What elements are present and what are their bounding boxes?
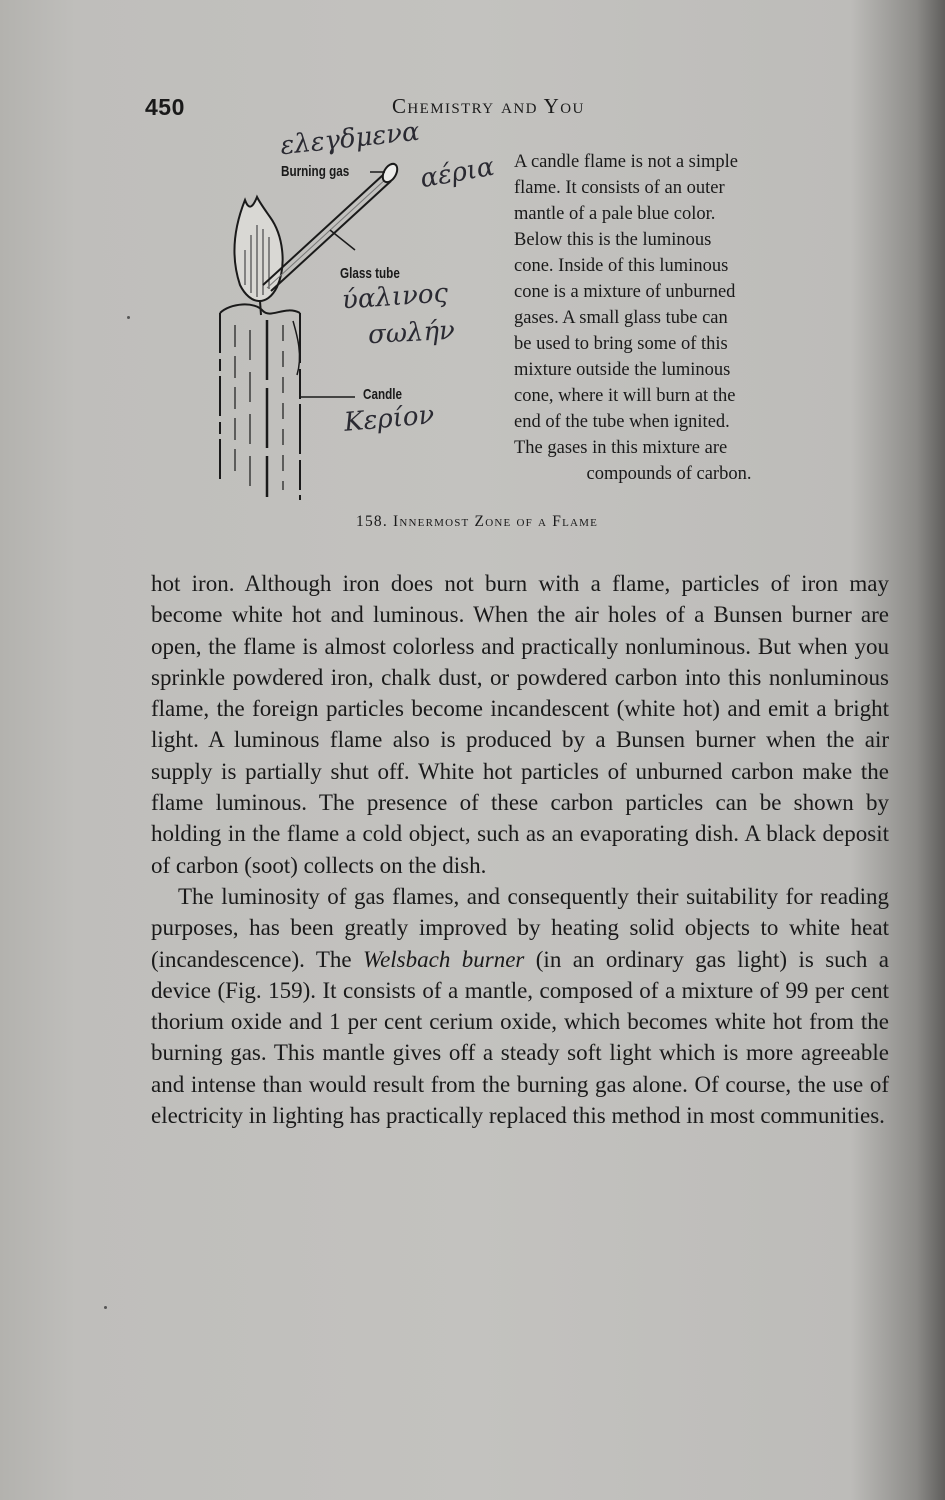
caption-line: mixture outside the luminous bbox=[514, 360, 731, 380]
page-blemish bbox=[127, 316, 130, 319]
caption-line: compounds of carbon. bbox=[586, 464, 752, 484]
figure-caption bbox=[514, 149, 824, 487]
caption-line: cone is a mixture of unburned bbox=[514, 282, 736, 302]
caption-line: flame. It consists of an outer bbox=[514, 178, 725, 198]
caption-line: Below this is the luminous bbox=[514, 230, 712, 250]
paragraph-2-end: (in an ordinary gas light) is such a device (Fig. 159). It consists of a mantle, composed of a mixture of 99 per cent thorium oxide and 1 per cent cerium oxide, which becomes white hot from the burning gas. This mantle gives off a steady soft light which is more agreeable and intense than would result from the burning gas alone. Of course, the use of electricity in lighting has practically replaced this method in most communities. bbox=[151, 946, 889, 1129]
burning-gas-label: Burning gas bbox=[281, 163, 350, 180]
handwritten-note-burning-gas-2: αέρια bbox=[417, 151, 497, 195]
page-blemish bbox=[104, 1306, 107, 1309]
glass-tube-label: Glass tube bbox=[340, 265, 400, 282]
candle-flame bbox=[235, 197, 283, 315]
paragraph-2 bbox=[151, 881, 889, 1131]
caption-line: cone. Inside of this luminous bbox=[514, 256, 729, 276]
caption-line: end of the tube when ignited. bbox=[514, 412, 730, 432]
caption-line: The gases in this mixture are bbox=[514, 438, 728, 458]
figure-title: 158. Innermost Zone of a Flame bbox=[356, 513, 599, 530]
handwritten-note-glass-tube-1: ύαλινος bbox=[341, 278, 449, 316]
caption-line: mantle of a pale blue color. bbox=[514, 204, 716, 224]
handwritten-note-burning-gas-1: ελεγδμενα bbox=[278, 116, 421, 162]
page-number: 450 bbox=[145, 94, 185, 120]
caption-line: cone, where it will burn at the bbox=[514, 386, 736, 406]
body-text bbox=[151, 568, 889, 1131]
candle-body bbox=[220, 304, 300, 500]
caption-line: gases. A small glass tube can bbox=[514, 308, 728, 328]
handwritten-note-glass-tube-2: σωλήν bbox=[367, 315, 456, 351]
handwritten-note-candle: Κερίον bbox=[342, 400, 436, 438]
paragraph-2-start: The luminosity of gas flames, and consequently their suitability for reading purposes, has been greatly improved by heating solid objects to white heat (incandescence). The bbox=[151, 883, 889, 972]
caption-line: A candle flame is not a simple bbox=[514, 152, 738, 172]
paragraph-1: hot iron. Although iron does not burn with a flame, particles of iron may become white hot and luminous. When the air holes of a Bunsen burner are open, the flame is almost colorless and practically nonluminous. But when you sprinkle powdered iron, chalk dust, or powdered carbon into this nonluminous flame, the foreign particles become incandescent (white hot) and emit a bright light. A luminous flame also is produced by a Bunsen burner when the air supply is partially shut off. White hot particles of unburned carbon make the flame luminous. The presence of these carbon particles can be shown by holding in the flame a cold object, such as an evaporating dish. A black deposit of carbon (soot) collects on the dish. bbox=[151, 571, 889, 878]
candle-label: Candle bbox=[363, 386, 403, 403]
welsbach-burner-term: Welsbach burner bbox=[363, 946, 525, 972]
caption-line: be used to bring some of this bbox=[514, 334, 728, 354]
running-head: Chemistry and You bbox=[392, 94, 585, 118]
